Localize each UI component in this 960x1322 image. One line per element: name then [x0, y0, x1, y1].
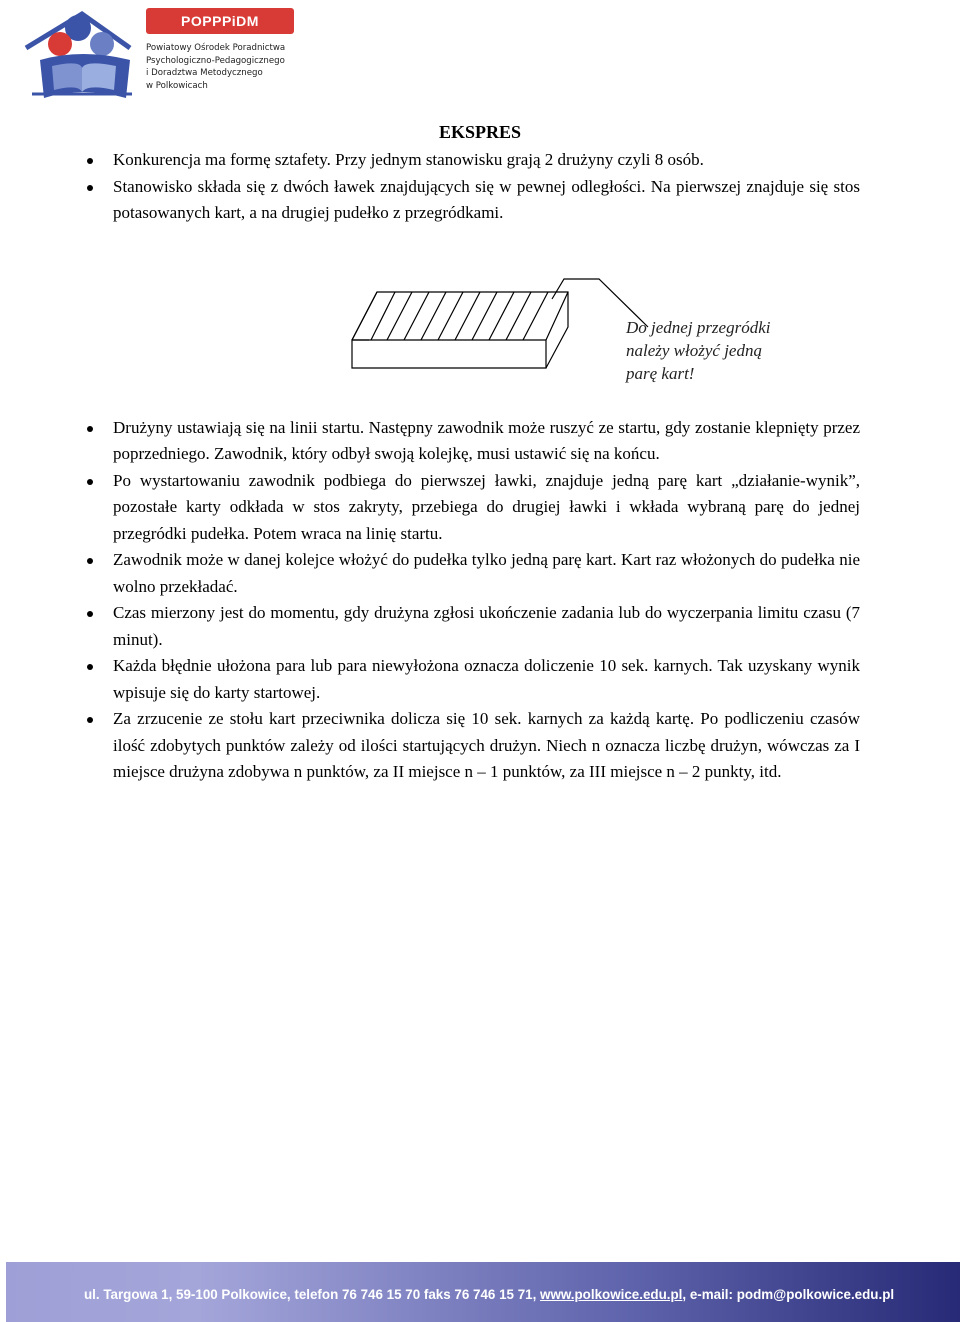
list-item-text: Konkurencja ma formę sztafety. Przy jednym stanowisku grają 2 drużyny czyli 8 osób.	[113, 150, 704, 169]
list-item	[82, 600, 860, 653]
bullet-icon	[87, 717, 93, 723]
page-title: EKSPRES	[438, 122, 522, 142]
logo-line: Psychologiczno-Pedagogicznego	[146, 55, 285, 66]
list-item	[82, 415, 860, 468]
box-with-dividers-figure	[82, 227, 860, 415]
logo-line: Powiatowy Ośrodek Poradnictwa	[146, 43, 286, 53]
footer-address: ul. Targowa 1, 59-100 Polkowice, telefon 76 746 15 70 faks 76 746 15 71,	[84, 1287, 541, 1302]
list-item-text: Czas mierzony jest do momentu, gdy drużyna zgłosi ukończenie zadania lub do wyczerpania limitu czasu (7 minut).	[113, 603, 860, 649]
footer-contact	[84, 1287, 960, 1302]
bullet-icon	[87, 479, 93, 485]
list-item-text: Zawodnik może w danej kolejce włożyć do pudełka tylko jedną parę kart. Kart raz włożonych do pudełka nie wolno przekładać.	[113, 550, 860, 596]
list-item	[82, 653, 860, 706]
figure-note-line: parę kart!	[626, 363, 695, 383]
bullet-icon	[87, 185, 93, 191]
list-item	[82, 706, 860, 786]
list-item-text: Po wystartowaniu zawodnik podbiega do pierwszej ławki, znajduje jedną parę kart „działanie-wynik”, pozostałe karty odkłada w stos zakryty, przebiega do drugiej ławki i wkłada wybraną parę do jednej przegródki pudełka. Potem wraca na linię startu.	[113, 470, 860, 543]
list-item-text: Stanowisko składa się z dwóch ławek znajdujących się w pewnej odległości. Na pierwszej znajduje się stos potasowanych kart, a na drugiej pudełko z przegródkami.	[113, 176, 860, 222]
header-logo	[22, 4, 292, 100]
logo-badge: POPPPiDM	[146, 8, 294, 34]
list-item	[82, 547, 860, 600]
document-body	[82, 147, 860, 786]
bullet-icon	[87, 158, 93, 164]
list-item	[82, 174, 860, 227]
bullet-icon	[87, 558, 93, 564]
figure-note-line: należy włożyć jedną	[626, 340, 762, 360]
bullet-icon	[87, 426, 93, 432]
logo-line: w Polkowicach	[146, 80, 208, 91]
list-item-text: Każda błędnie ułożona para lub para niewyłożona oznacza doliczenie 10 sek. karnych. Tak uzyskany wynik wpisuje się do karty startowej.	[113, 656, 860, 702]
bullet-icon	[87, 611, 93, 617]
list-item-text: Drużyny ustawiają się na linii startu. Następny zawodnik może ruszyć ze startu, gdy zostanie klepnięty przez poprzedniego. Zawodnik, który odbył swoją kolejkę, musi ustawić się na końcu.	[113, 417, 860, 463]
footer-email: , e-mail: podm@polkowice.edu.pl	[682, 1287, 895, 1302]
logo-institution-name	[146, 42, 296, 92]
list-item	[82, 147, 860, 174]
logo-line: i Doradztwa Metodycznego	[146, 68, 263, 78]
list-item	[82, 468, 860, 548]
list-item-text: Za zrzucenie ze stołu kart przeciwnika dolicza się 10 sek. karnych za każdą kartę. Po podliczeniu czasów ilość zdobytych punktów zależy od ilości startujących drużyn. Niech n oznacza liczbę drużyn, wówczas za I miejsce drużyna zdobywa n punktów, za II miejsce n – 1 punktów, za III miejsce n – 2 punkty, itd.	[113, 709, 860, 781]
footer-website-link[interactable]: www.polkowice.edu.pl	[540, 1287, 683, 1302]
bullet-icon	[87, 664, 93, 670]
book-with-figures-logo-icon	[22, 4, 146, 104]
figure-note-line: Do jednej przegródki	[626, 317, 771, 337]
figure-note	[626, 316, 846, 385]
